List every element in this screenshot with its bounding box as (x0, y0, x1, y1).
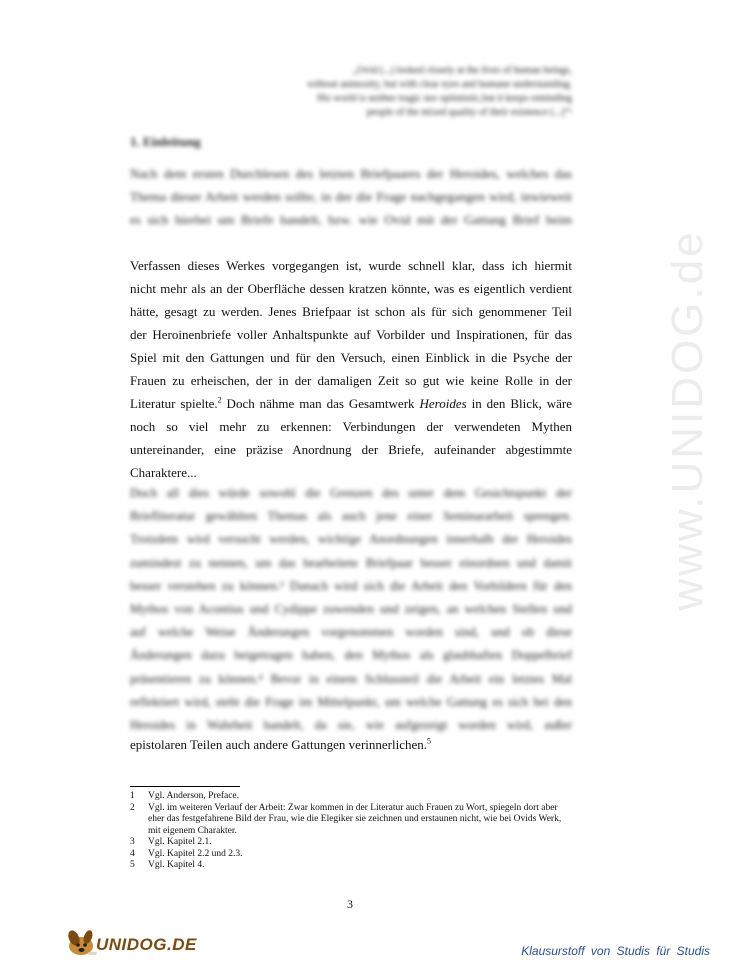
footnotes (130, 791, 572, 872)
footnote (130, 803, 572, 838)
footnote (130, 849, 572, 861)
epigraph-line: His world is neither tragic nor optimistic,but it keeps reminding (317, 93, 572, 104)
text-line (130, 392, 572, 415)
text-fragment: Literatur spielte. (130, 396, 218, 411)
text-line: Frauen zu erheischen, der in der damaligen Zeit so gut wie keine Rolle in der (130, 373, 572, 388)
text-line: besser verstehen zu können.³ Danach wird sich die Arbeit den Vorbildern für den (130, 578, 572, 593)
paragraph-2-visible (130, 733, 572, 756)
text-fragment: Doch nähme man das Gesamtwerk (221, 396, 420, 411)
epigraph-line: without animosity, but with clear eyes and humane understanding. (307, 79, 572, 90)
text-line: auf welche Weise Änderungen vorgenommen worden sind, und ob diese (130, 625, 572, 640)
footnote-reference: 5 (427, 736, 432, 746)
text-line: der Heroinenbriefe voller Anhaltspunkte auf Vorbilder und Inspirationen, für das (130, 327, 572, 342)
footnote (130, 837, 572, 849)
section-heading: 1. Einleitung (130, 134, 201, 149)
footnote-divider (130, 786, 240, 787)
text-line: Thema dieser Arbeit werden sollte, in der die Frage nachgegangen wird, inwieweit (130, 189, 572, 204)
footnote-number: 3 (130, 837, 135, 847)
footnote-number: 5 (130, 860, 135, 870)
work-title: Heroides (419, 396, 467, 411)
text-line: Mythos von Acontius und Cydippe zuwenden und zeigen, an welchen Stellen und (130, 602, 572, 617)
footnote-text: Vgl. im weiteren Verlauf der Arbeit: Zwar kommen in der Literatur auch Frauen zu Wort, spiegeln dort aber eher das festgefahrene Bild der Frau, wie die Elegiker sie zeichnen und erstaunen nicht, wie bei Ovids Werk, mit eigenem Charakter. (148, 802, 562, 836)
text-line: Verfassen dieses Werkes vorgegangen ist, wurde schnell klar, dass ich hiermit (130, 258, 572, 273)
paragraph-1-visible (130, 254, 572, 484)
text-line (130, 733, 572, 756)
footnote-reference: 2 (217, 395, 222, 405)
footnote (130, 860, 572, 872)
footnote-text: Vgl. Kapitel 4. (148, 860, 205, 870)
text-line: hätte, gesagt zu werden. Jenes Briefpaar ist schon als für sich genommener Teil (130, 304, 572, 319)
text-line: Briefliteratur gewählten Themas als auch jene einer Seminararbeit sprengen. (130, 509, 572, 524)
text-fragment: in den Blick, wäre (466, 396, 572, 411)
text-line: Trotzdem wird versucht werden, wichtige Anordnungen innerhalb der Heroides (130, 532, 572, 547)
paragraph-2-blurred (130, 482, 572, 737)
text-line: nicht mehr als an der Oberfläche dessen kratzen könnte, was es eigentlich verdient (130, 281, 572, 296)
tagline: Klausurstoff von Studis für Studis (521, 944, 710, 958)
text-line: zumindest zu nennen, um das bearbeitete Briefpaar besser einordnen und damit (130, 555, 572, 570)
footnote-number: 4 (130, 848, 135, 859)
footnote-text: Vgl. Anderson, Preface. (148, 791, 240, 801)
paragraph-1-blurred (130, 162, 572, 231)
page-number: 3 (347, 897, 353, 911)
epigraph-line: people of the mixed quality of their existence (...)“¹ (366, 107, 572, 118)
text-line: Charaktere... (130, 465, 197, 480)
text-line: Spiel mit den Gattungen und für den Versuch, einen Einblick in die Psyche der (130, 350, 572, 365)
footnote (130, 791, 572, 803)
text-line: Heroides in Wahrheit handelt, da sie, wie aufgezeigt worden wird, außer (130, 718, 572, 733)
text-line: untereinander, eine präzise Anordnung der Briefe, aufeinander abgestimmte (130, 442, 572, 457)
watermark: www.UNIDOG.de (663, 229, 712, 611)
text-line: reflektiert wird, steht die Frage im Mittelpunkt, um welche Gattung es sich bei den (130, 694, 572, 709)
footnote-text: Vgl. Kapitel 2.1. (148, 837, 212, 847)
text-line: präsentieren zu können.⁴ Bevor in einem Schlussteil die Arbeit ein letztes Mal (130, 671, 572, 686)
footnote-text: Vgl. Kapitel 2.2 und 2.3. (148, 848, 243, 859)
logo-text: UNIDOG.DE (96, 935, 197, 954)
epigraph-line: „Ovid (...) looked closely at the lives of human beings, (352, 65, 572, 76)
footnote-number: 2 (130, 802, 135, 813)
text-line: noch so viel mehr zu erkennen: Verbindungen der verwendeten Mythen (130, 419, 572, 434)
footnote-number: 1 (130, 791, 135, 801)
text-line: Nach dem ersten Durchlesen des letzten Briefpaares der Heroides, welches das (130, 166, 572, 181)
text-line: Doch all dies würde sowohl die Grenzen des unter dem Gesichtspunkt der (130, 486, 572, 500)
text-line: es sich hierbei um Briefe handelt, bzw. wie Ovid mit der Gattung Brief beim (130, 212, 572, 227)
epigraph (240, 64, 572, 120)
text-fragment: epistolaren Teilen auch andere Gattungen verinnerlichen. (130, 737, 428, 752)
text-line: Änderungen dazu beigetragen haben, den Mythos als glaubhaften Doppelbrief (130, 648, 572, 663)
unidog-logo[interactable] (66, 928, 196, 960)
